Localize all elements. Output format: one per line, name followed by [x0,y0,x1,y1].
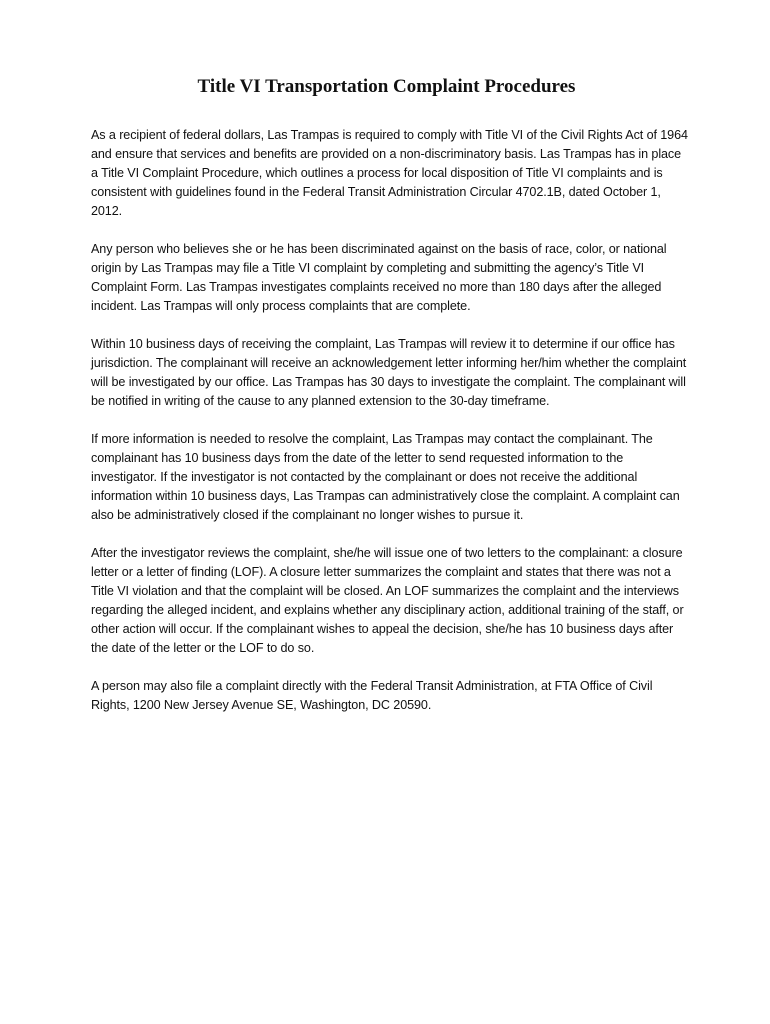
paragraph-intro: As a recipient of federal dollars, Las Trampas is required to comply with Title VI of the Civil Rights Act of 1964 and ensure that services and benefits are provided on a non-discriminatory basis. Las Trampas has in place a Title VI Complaint Procedure, which outlines a process for local disposition of Title VI complaints and is consistent with guidelines found in the Federal Transit Administration Circular 4702.1B, dated October 1, 2012. [91,128,688,218]
page-title: Title VI Transportation Complaint Procedures [197,76,576,97]
paragraph-review: Within 10 business days of receiving the complaint, Las Trampas will review it to determine if our office has jurisdiction. The complainant will receive an acknowledgement letter informing her/him whether the complaint will be investigated by our office. Las Trampas has 30 days to investigate the complaint. The complainant will be notified in writing of the cause to any planned extension to the 30-day timeframe. [91,337,687,408]
paragraph-eligibility: Any person who believes she or he has been discriminated against on the basis of race, color, or national origin by Las Trampas may file a Title VI complaint by completing and submitting the agency’s Title VI Complaint Form. Las Trampas investigates complaints received no more than 180 days after the alleged incident. Las Trampas will only process complaints that are complete. [91,242,667,313]
paragraph-fta: A person may also file a complaint directly with the Federal Transit Administration, at FTA Office of Civil Rights, 1200 New Jersey Avenue SE, Washington, DC 20590. [91,679,653,712]
paragraph-letters: After the investigator reviews the complaint, she/he will issue one of two letters to the complainant: a closure letter or a letter of finding (LOF). A closure letter summarizes the complaint and states that there was not a Title VI violation and that the complaint will be closed. An LOF summarizes the complaint and the interviews regarding the alleged incident, and explains whether any disciplinary action, additional training of the staff, or other action will occur. If the complainant wishes to appeal the decision, she/he has 10 business days after the date of the letter or the LOF to do so. [91,546,684,655]
paragraph-more-information: If more information is needed to resolve the complaint, Las Trampas may contact the complainant. The complainant has 10 business days from the date of the letter to send requested information to the investigator. If the investigator is not contacted by the complainant or does not receive the additional information within 10 business days, Las Trampas can administratively close the complaint. A complaint can also be administratively closed if the complainant no longer wishes to pursue it. [91,432,680,522]
